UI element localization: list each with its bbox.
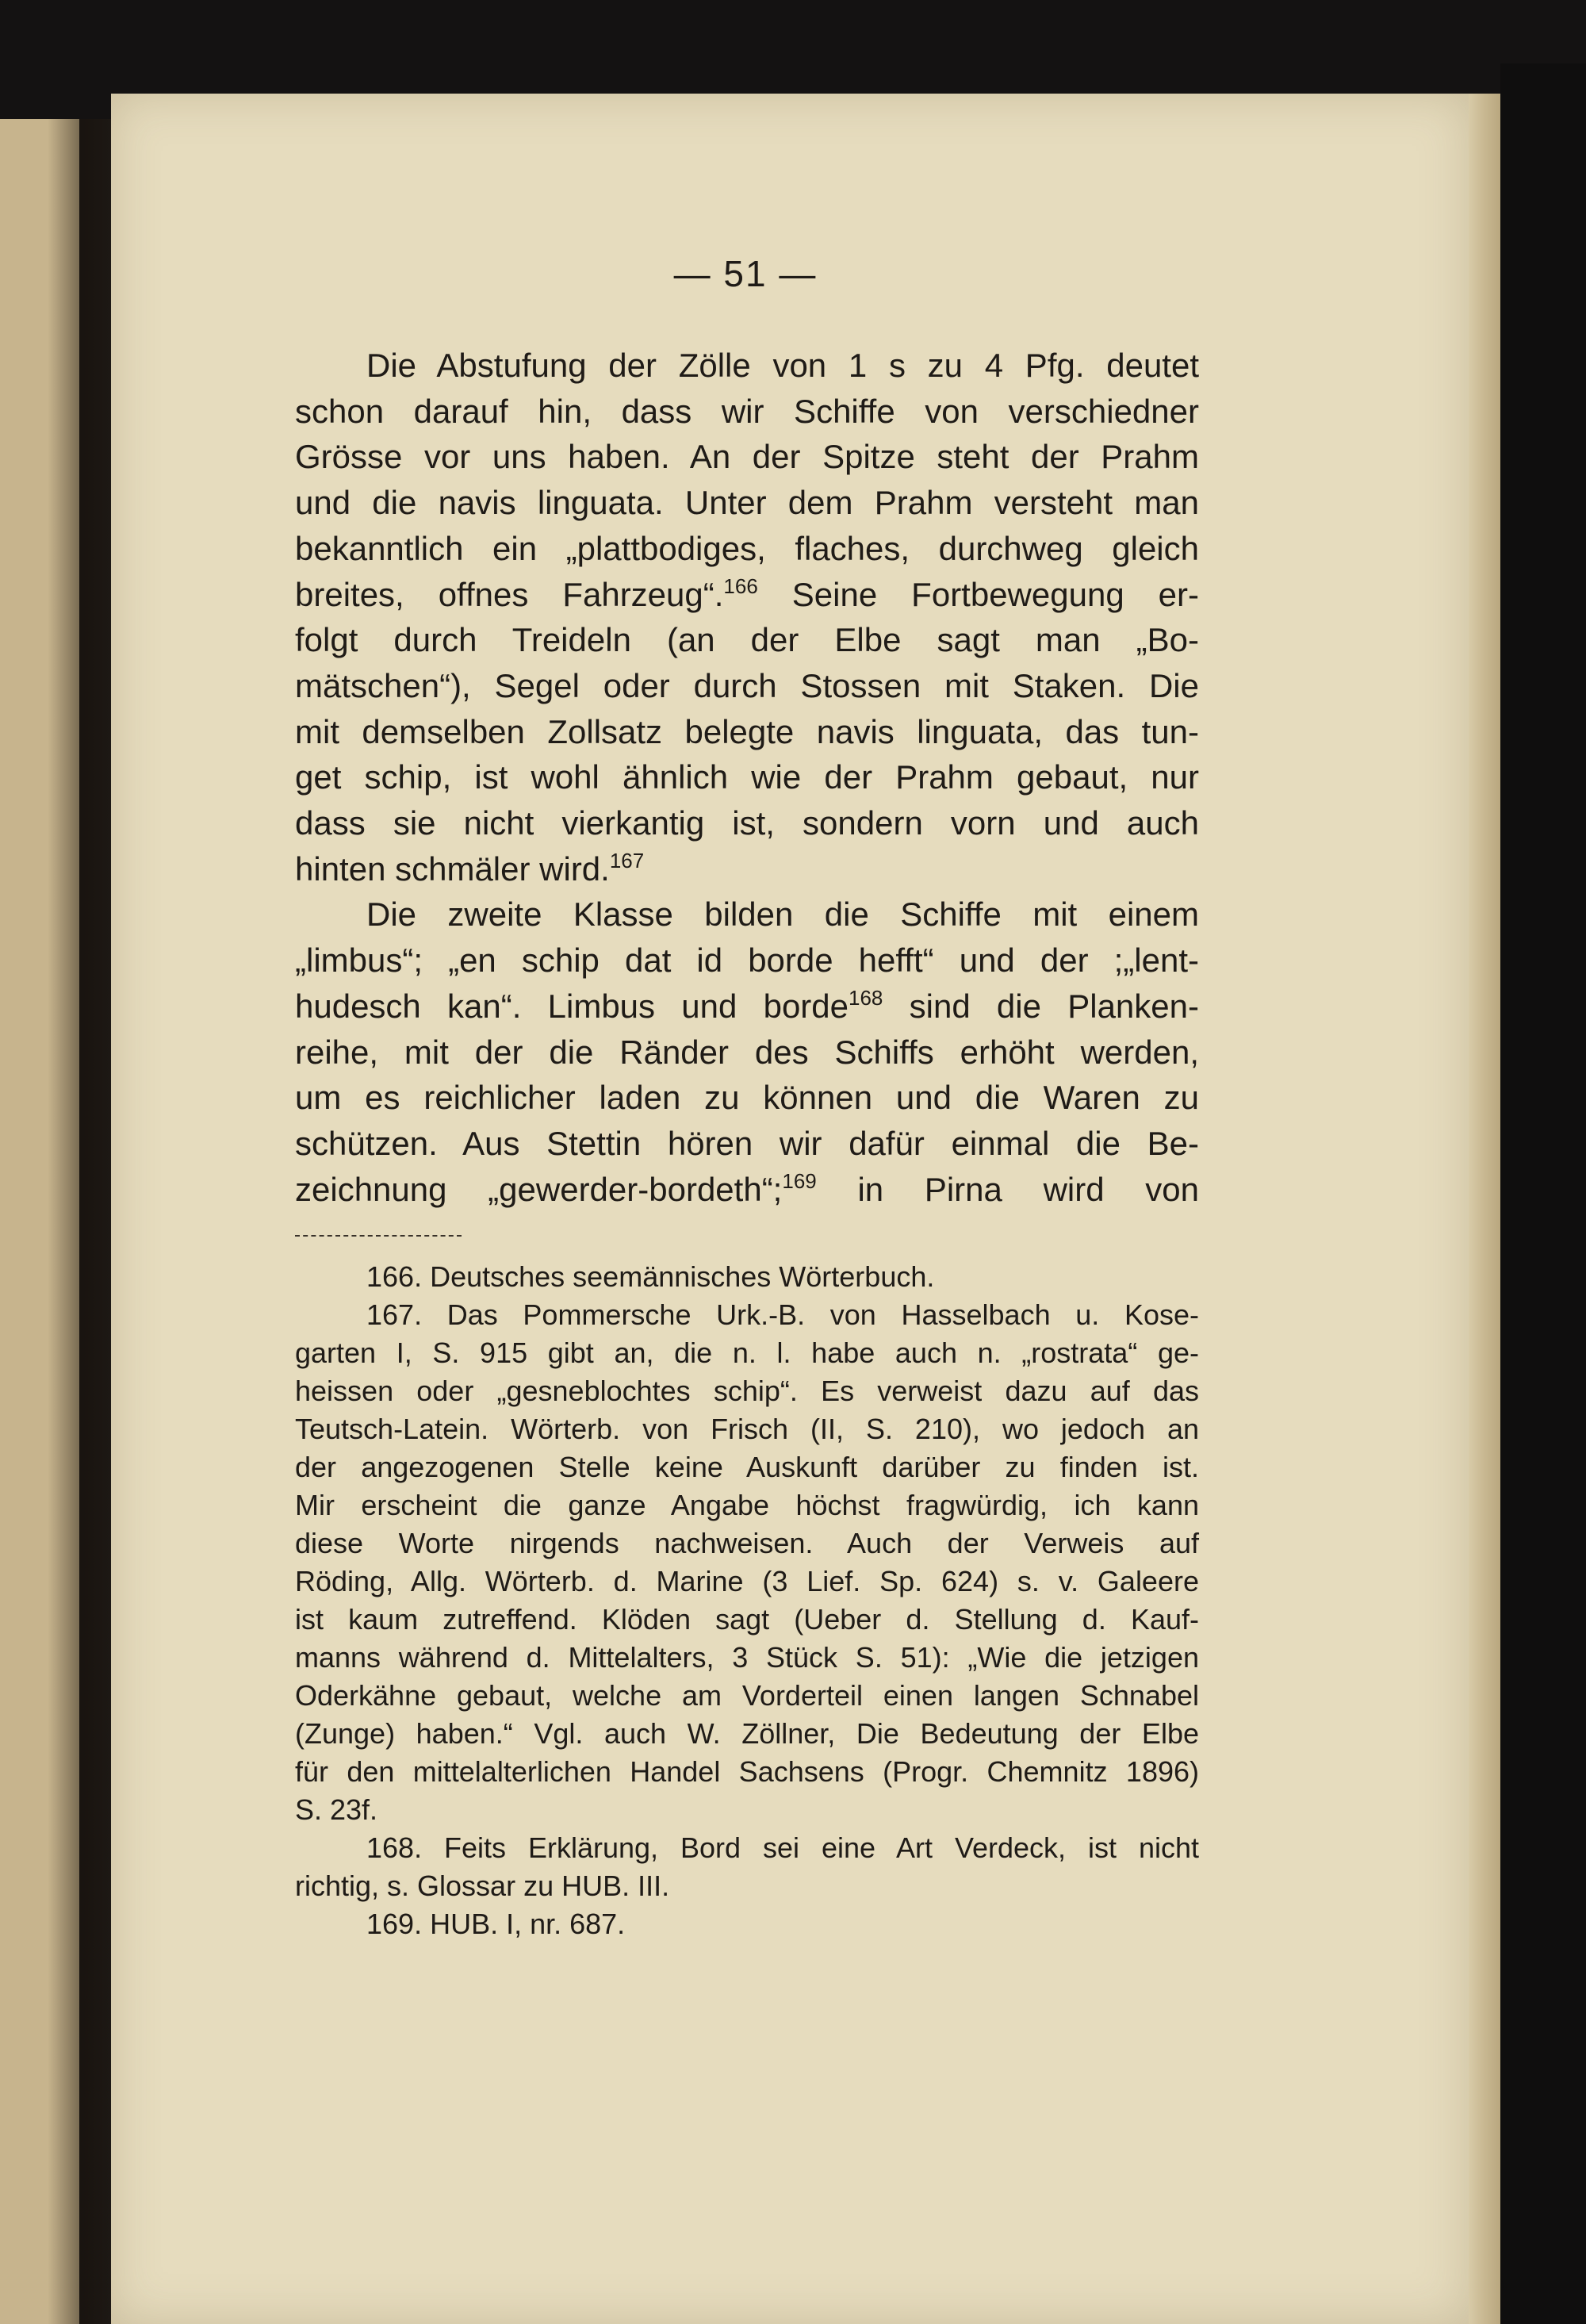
body-line-text: dass sie nicht vierkantig ist, sondern vorn und auch	[295, 804, 1199, 842]
body-line	[295, 800, 1199, 846]
footnote-line	[295, 1829, 1199, 1867]
footnote-line	[295, 1715, 1199, 1753]
footnote-line-text: 168. Feits Erklärung, Bord sei eine Art Verdeck, ist nicht	[366, 1831, 1199, 1864]
body-line-text: hudesch kan“. Limbus und borde	[295, 987, 849, 1025]
footnote-reference: 169	[782, 1168, 817, 1193]
footnote-separator	[295, 1235, 462, 1237]
body-line	[295, 1030, 1199, 1076]
body-line-text: reihe, mit der die Ränder des Schiffs erhöht werden,	[295, 1033, 1199, 1071]
footnote-line	[295, 1639, 1199, 1677]
body-line-text: schon darauf hin, dass wir Schiffe von verschiedner	[295, 392, 1199, 430]
footnote-line	[295, 1753, 1199, 1791]
footnote-line	[295, 1410, 1199, 1448]
footnote-line	[295, 1448, 1199, 1486]
body-line-text: mit demselben Zollsatz belegte navis linguata, das tun-	[295, 712, 1199, 750]
body-line-text: mätschen“), Segel oder durch Stossen mit Staken. Die	[295, 666, 1199, 704]
gutter-shadow	[48, 119, 111, 2324]
page-number: — 51 —	[673, 253, 818, 294]
footnote-line	[295, 1296, 1199, 1334]
body-line-text: um es reichlicher laden zu können und die Waren zu	[295, 1079, 1199, 1117]
body-line	[295, 526, 1199, 572]
body-line	[295, 892, 1199, 938]
footnote-line-text: heissen oder „gesneblochtes schip“. Es verweist dazu auf das	[295, 1375, 1199, 1407]
footnote-line-text: richtig, s. Glossar zu HUB. III.	[295, 1870, 670, 1902]
footnote-line-text: 167. Das Pommersche Urk.-B. von Hasselbach u. Kose-	[366, 1298, 1199, 1331]
body-line-text: Grösse vor uns haben. An der Spitze steht der Prahm	[295, 438, 1199, 476]
body-line	[295, 1075, 1199, 1121]
book-cover-edge	[1500, 63, 1586, 2324]
footnote-line-text: 166. Deutsches seemännisches Wörterbuch.	[366, 1260, 935, 1293]
body-line	[295, 617, 1199, 663]
footnote-line-text: 169. HUB. I, nr. 687.	[366, 1908, 626, 1940]
footnote-line-text: ist kaum zutreffend. Klöden sagt (Ueber d. Stellung d. Kauf-	[295, 1603, 1199, 1636]
footnote-line-text: manns während d. Mittelalters, 3 Stück S. 51): „Wie die jetzigen	[295, 1641, 1199, 1674]
body-line	[295, 754, 1199, 800]
footnote-line	[295, 1563, 1199, 1601]
body-line	[295, 480, 1199, 526]
footnote-line-text: Mir erscheint die ganze Angabe höchst fragwürdig, ich kann	[295, 1489, 1199, 1521]
footnote-line-text: S. 23f.	[295, 1793, 378, 1826]
footnote-reference: 168	[849, 985, 883, 1010]
body-line	[295, 938, 1199, 984]
body-text	[295, 343, 1199, 1212]
footnote-line-text: Röding, Allg. Wörterb. d. Marine (3 Lief. Sp. 624) s. v. Galeere	[295, 1565, 1199, 1597]
body-line	[295, 389, 1199, 435]
footnote-line-text: Oderkähne gebaut, welche am Vorderteil einen langen Schnabel	[295, 1679, 1199, 1712]
footnote-line	[295, 1867, 1199, 1905]
footnote-line	[295, 1677, 1199, 1715]
body-line-text: Seine Fortbewegung er-	[757, 575, 1199, 613]
body-line-text: get schip, ist wohl ähnlich wie der Prahm gebaut, nur	[295, 758, 1199, 796]
body-line-text: folgt durch Treideln (an der Elbe sagt man „Bo-	[295, 621, 1199, 659]
body-line-text: bekanntlich ein „plattbodiges, flaches, durchweg gleich	[295, 529, 1199, 567]
body-line-text: und die navis linguata. Unter dem Prahm versteht man	[295, 484, 1199, 522]
footnote-line	[295, 1791, 1199, 1829]
footnote-line	[295, 1258, 1199, 1296]
footnote-line-text: der angezogenen Stelle keine Auskunft darüber zu finden ist.	[295, 1451, 1199, 1483]
body-line	[295, 1121, 1199, 1167]
footnote-line	[295, 1905, 1199, 1943]
footnote-line	[295, 1372, 1199, 1410]
footnote-line	[295, 1486, 1199, 1524]
footnote-line	[295, 1601, 1199, 1639]
body-line-text: Die Abstufung der Zölle von 1 s zu 4 Pfg. deutet	[366, 347, 1199, 384]
footnote-line	[295, 1524, 1199, 1563]
footnote-line	[295, 1334, 1199, 1372]
body-line-text: „limbus“; „en schip dat id borde hefft“ und der ;„lent-	[295, 941, 1199, 980]
body-line	[295, 343, 1199, 389]
body-line	[295, 1167, 1199, 1213]
body-line	[295, 709, 1199, 755]
body-line-text: hinten schmäler wird.	[295, 849, 610, 888]
footnote-line-text: Teutsch-Latein. Wörterb. von Frisch (II, S. 210), wo jedoch an	[295, 1413, 1199, 1445]
body-line-text: zeichnung „gewerder-bordeth“;	[295, 1170, 783, 1208]
footnote-line-text: (Zunge) haben.“ Vgl. auch W. Zöllner, Die Bedeutung der Elbe	[295, 1717, 1199, 1750]
footnote-line-text: diese Worte nirgends nachweisen. Auch der Verweis auf	[295, 1527, 1199, 1559]
body-line-text: schützen. Aus Stettin hören wir dafür einmal die Be-	[295, 1124, 1199, 1162]
body-line	[295, 434, 1199, 480]
footnote-line-text: für den mittelalterlichen Handel Sachsens (Progr. Chemnitz 1896)	[295, 1755, 1199, 1788]
body-line	[295, 572, 1199, 618]
body-line	[295, 984, 1199, 1030]
footnote-line-text: garten I, S. 915 gibt an, die n. l. habe auch n. „rostrata“ ge-	[295, 1336, 1199, 1369]
footnote-reference: 166	[723, 573, 758, 598]
footnotes	[295, 1258, 1199, 1943]
body-line	[295, 663, 1199, 709]
body-line-text: Die zweite Klasse bilden die Schiffe mit einem	[366, 895, 1199, 934]
body-line-text: breites, offnes Fahrzeug“.	[295, 575, 724, 613]
body-line-text: sind die Planken-	[883, 987, 1199, 1025]
page-stack-edge	[1469, 94, 1500, 2324]
footnote-reference: 167	[609, 848, 645, 872]
body-line-text: in Pirna wird von	[816, 1170, 1199, 1208]
body-line	[295, 846, 1199, 892]
